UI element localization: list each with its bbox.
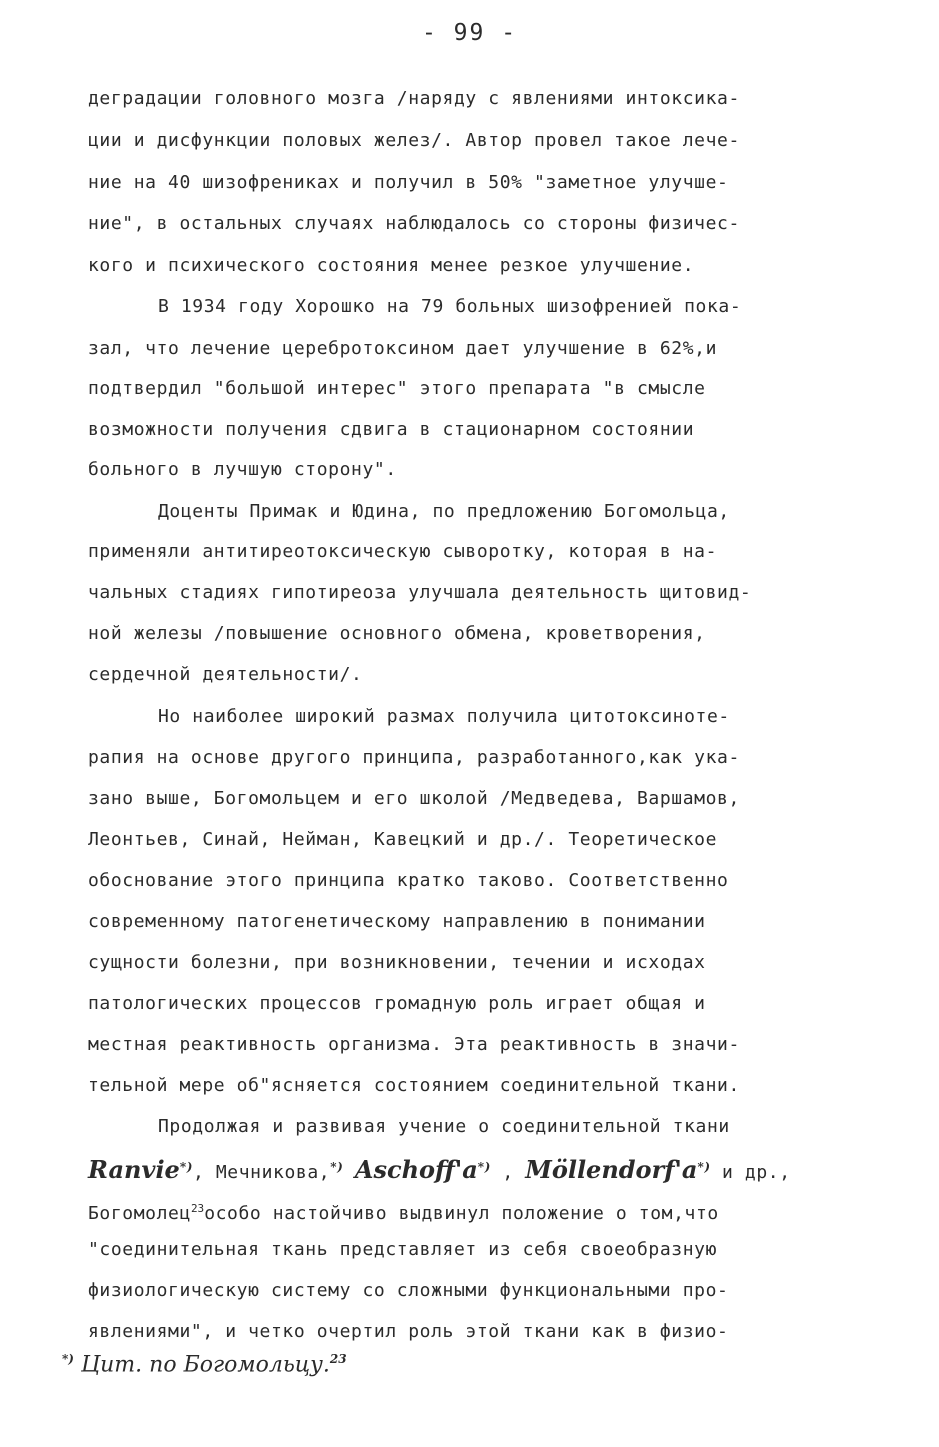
text-line: применяли антитиреотоксическую сыворотку, которая в на-	[88, 541, 718, 562]
handwritten-name-mollendorf: Möllendorf'a	[525, 1155, 698, 1184]
text-fragment: ,	[502, 1162, 514, 1183]
text-line: патологических процессов громадную роль играет общая и	[88, 993, 706, 1014]
paragraph-start-line: Продолжая и развивая учение о соединительной ткани	[158, 1116, 730, 1137]
text-line-with-ref	[88, 1196, 858, 1227]
handwritten-names-line	[88, 1150, 858, 1190]
text-line: деградации головного мозга /наряду с явлениями интоксика-	[88, 88, 740, 109]
text-line: Леонтьев, Синай, Нейман, Кавецкий и др./. Теоретическое	[88, 829, 718, 850]
handwritten-name-ranvier: Ranvie	[88, 1155, 180, 1184]
text-line: обоснование этого принципа кратко таково. Соответственно	[88, 870, 729, 891]
footnote-mark: *)	[477, 1160, 491, 1174]
footnote-mark: *)	[62, 1352, 74, 1366]
text-line: рапия на основе другого принципа, разработанного,как ука-	[88, 747, 740, 768]
reference-number: 23	[329, 1352, 347, 1366]
text-fragment: Богомолец	[88, 1203, 191, 1224]
text-line: тельной мере об"ясняется состоянием соединительной ткани.	[88, 1075, 740, 1096]
text-line: сердечной деятельности/.	[88, 664, 363, 685]
paragraph-start-line: Доценты Примак и Юдина, по предложению Богомольца,	[158, 501, 730, 522]
text-line: "соединительная ткань представляет из себя своеобразную	[88, 1239, 718, 1260]
reference-number: 23	[190, 1202, 205, 1215]
text-line: зано выше, Богомольцем и его школой /Медведева, Варшамов,	[88, 788, 740, 809]
text-line: ции и дисфункции половых желез/. Автор провел такое лече-	[88, 130, 740, 151]
text-line: больного в лучшую сторону".	[88, 459, 397, 480]
text-line: явлениями", и четко очертил роль этой ткани как в физио-	[88, 1321, 729, 1342]
footnote-mark: *)	[330, 1160, 344, 1174]
handwritten-footnote	[62, 1352, 347, 1377]
text-line: зал, что лечение церебротоксином дает улучшение в 62%,и	[88, 338, 718, 359]
paragraph-start-line: Но наиболее широкий размах получила цитотоксиноте-	[158, 706, 730, 727]
text-line: современному патогенетическому направлению в понимании	[88, 911, 706, 932]
text-fragment: особо настойчиво выдвинул положение о том,что	[204, 1203, 719, 1224]
text-line: физиологическую систему со сложными функциональными про-	[88, 1280, 729, 1301]
text-line: ной железы /повышение основного обмена, кроветворения,	[88, 623, 706, 644]
text-line: ние", в остальных случаях наблюдалось со стороны физичес-	[88, 213, 740, 234]
text-line: чальных стадиях гипотиреоза улучшала деятельность щитовид-	[88, 582, 752, 603]
page-number: - 99 -	[421, 20, 518, 46]
paragraph-start-line: В 1934 году Хорошко на 79 больных шизофренией пока-	[158, 296, 742, 317]
footnote-mark: *)	[697, 1160, 711, 1174]
text-line: подтвердил "большой интерес" этого препарата "в смысле	[88, 378, 706, 399]
footnote-text: Цит. по Богомольцу.	[80, 1352, 330, 1378]
text-line: возможности получения сдвига в стационарном состоянии	[88, 419, 695, 440]
text-line: местная реактивность организма. Эта реактивность в значи-	[88, 1034, 740, 1055]
text-fragment: , Мечникова,	[192, 1162, 331, 1183]
text-line: сущности болезни, при возникновении, течении и исходах	[88, 952, 706, 973]
text-line: кого и психического состояния менее резкое улучшение.	[88, 255, 695, 276]
handwritten-name-aschoff: Aschoff'a	[354, 1155, 478, 1184]
footnote-mark: *)	[179, 1160, 193, 1174]
text-line: ние на 40 шизофрениках и получил в 50% "заметное улучше-	[88, 172, 729, 193]
text-fragment: и др.,	[722, 1162, 791, 1183]
